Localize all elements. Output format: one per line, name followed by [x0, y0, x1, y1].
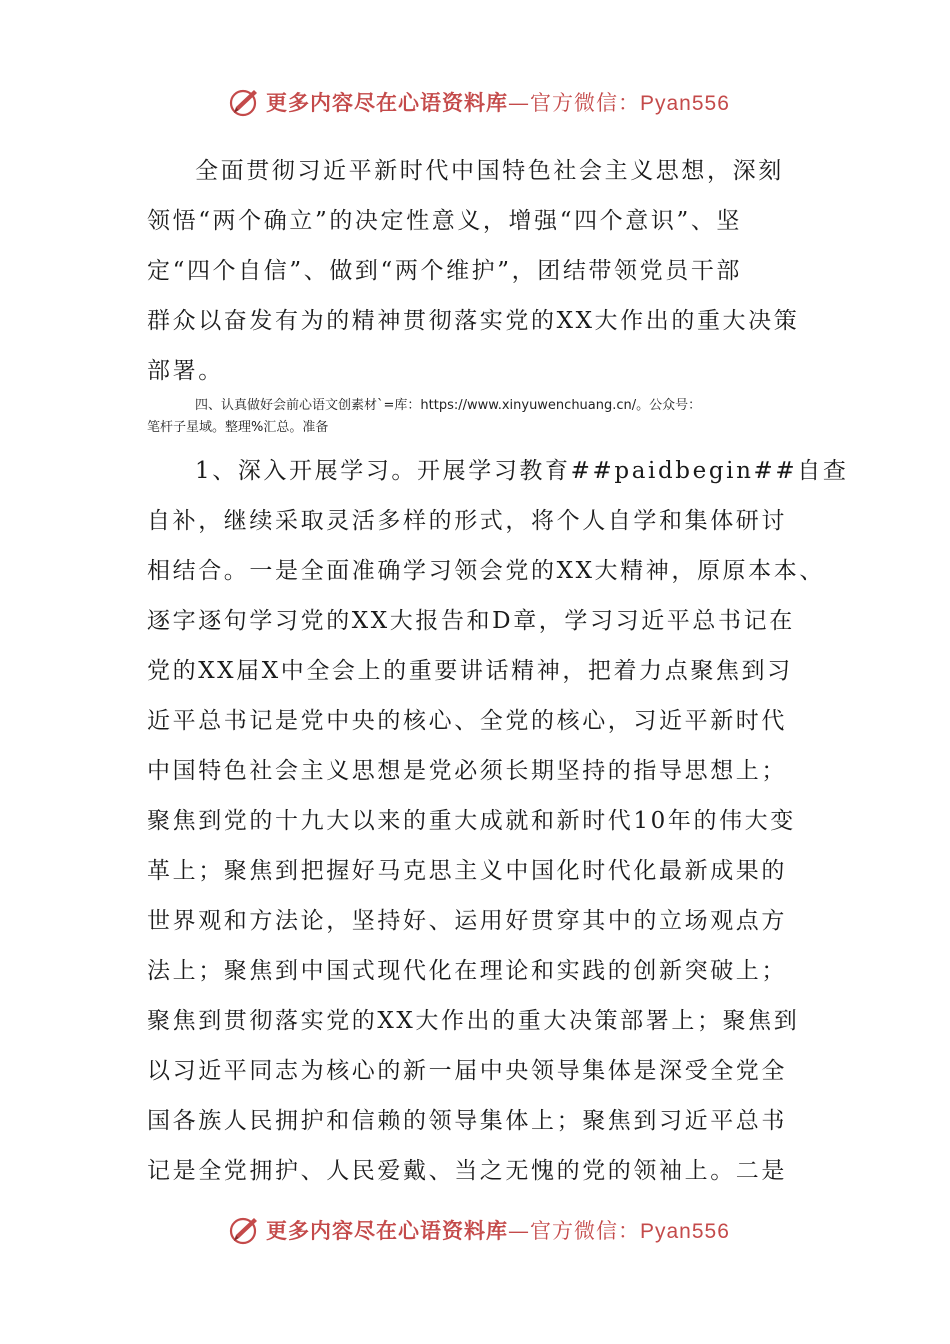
paragraph-line: 聚焦到党的十九大以来的重大成就和新时代10年的伟大变: [147, 808, 796, 834]
paragraph-line: 自补，继续采取灵活多样的形式，将个人自学和集体研讨: [147, 508, 787, 534]
paragraph-line: 逐字逐句学习党的XX大报告和D章，学习习近平总书记在: [147, 608, 795, 634]
paragraph-line: 相结合。一是全面准确学习领会党的XX大精神，原原本本、: [147, 558, 825, 584]
paragraph-line: 群众以奋发有为的精神贯彻落实党的XX大作出的重大决策: [147, 308, 800, 334]
paragraph-line: 部署。: [147, 358, 224, 384]
pen-logo-icon: [228, 85, 262, 119]
note-line: 四、认真做好会前心语文创素材`=库：https://www.xinyuwenchuang.cn/。公众号：: [195, 398, 702, 413]
paragraph-line: 领悟“两个确立”的决定性意义，增强“四个意识”、坚: [147, 208, 743, 234]
header-banner-title: 更多内容尽在心语资料库: [266, 91, 508, 115]
paragraph-line: 记是全党拥护、人民爱戴、当之无愧的党的领袖上。二是: [147, 1158, 787, 1184]
pen-logo-icon: [228, 1213, 262, 1247]
section-heading-note: [147, 395, 827, 439]
paragraph-line: 国各族人民拥护和信赖的领导集体上；聚焦到习近平总书: [147, 1108, 787, 1134]
paragraph-line: 中国特色社会主义思想是党必须长期坚持的指导思想上；: [147, 758, 787, 784]
paragraph-line: 以习近平同志为核心的新一届中央领导集体是深受全党全: [147, 1058, 787, 1084]
paragraph-1: [147, 146, 807, 396]
header-banner: [228, 82, 748, 122]
paragraph-line: 党的XX届X中全会上的重要讲话精神，把着力点聚焦到习: [147, 658, 793, 684]
paragraph-line: 法上；聚焦到中国式现代化在理论和实践的创新突破上；: [147, 958, 787, 984]
paragraph-line: 世界观和方法论，坚持好、运用好贯穿其中的立场观点方: [147, 908, 787, 934]
header-banner-wechat-label: —官方微信：: [508, 91, 640, 115]
paragraph-2: [147, 446, 849, 1196]
paragraph-line: 聚焦到贯彻落实党的XX大作出的重大决策部署上；聚焦到: [147, 1008, 800, 1034]
paragraph-line: 革上；聚焦到把握好马克思主义中国化时代化最新成果的: [147, 858, 787, 884]
footer-banner: [228, 1210, 748, 1250]
header-banner-text: [266, 87, 730, 117]
paragraph-line: 定“四个自信”、做到“两个维护”，团结带领党员干部: [147, 258, 743, 284]
footer-banner-wechat-id: Pyan556: [640, 1220, 730, 1243]
header-banner-wechat-id: Pyan556: [640, 92, 730, 115]
footer-banner-text: [266, 1215, 730, 1245]
paragraph-line: 近平总书记是党中央的核心、全党的核心，习近平新时代: [147, 708, 787, 734]
paragraph-line: 1、深入开展学习。开展学习教育##paidbegin##自查: [195, 458, 849, 484]
footer-banner-title: 更多内容尽在心语资料库: [266, 1219, 508, 1243]
note-line: 笔杆子星域。整理%汇总。准备: [147, 420, 329, 435]
paragraph-line: 全面贯彻习近平新时代中国特色社会主义思想，深刻: [195, 158, 784, 184]
footer-banner-wechat-label: —官方微信：: [508, 1219, 640, 1243]
